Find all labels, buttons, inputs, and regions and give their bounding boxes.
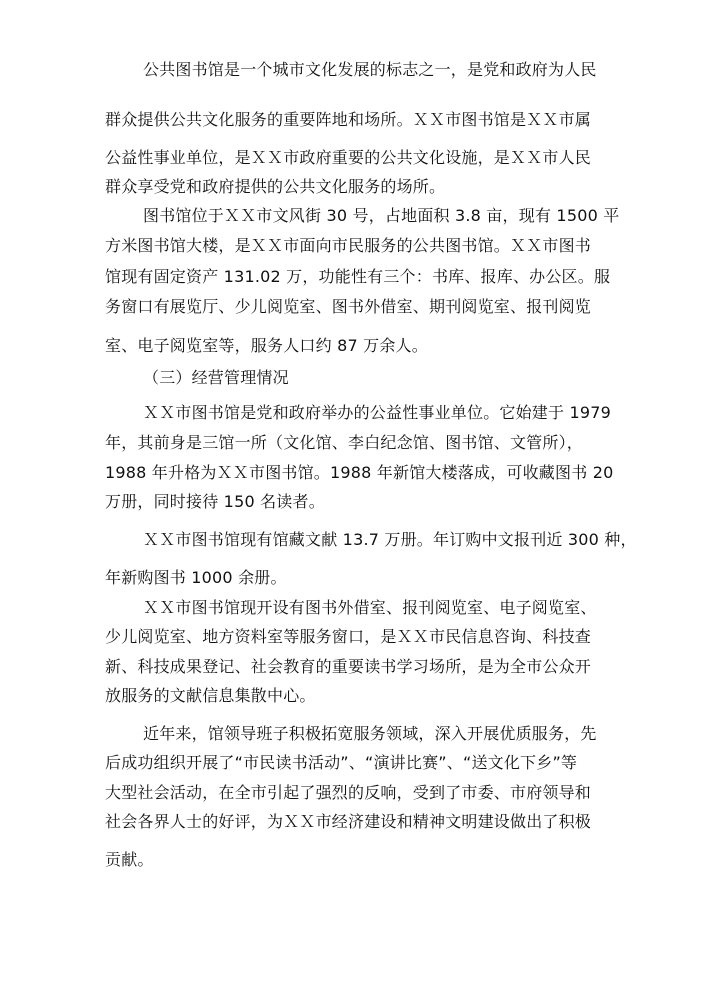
section-heading: （三）经营管理情况 <box>143 368 289 387</box>
p1-line-4: 群众享受党和政府提供的公共文化服务的场所。 <box>105 177 446 196</box>
p3-line-4: 万册，同时接待 150 名读者。 <box>105 492 325 511</box>
p3-line-1: ＸＸ市图书馆是党和政府举办的公益性事业单位。它始建于 1979 <box>143 403 612 422</box>
p4-line-2: 年新购图书 1000 余册。 <box>105 568 287 587</box>
p2-line-2: 方米图书馆大楼，是ＸＸ市面向市民服务的公共图书馆。ＸＸ市图书 <box>105 236 592 255</box>
p5-line-1: ＸＸ市图书馆现开设有图书外借室、报刊阅览室、电子阅览室、 <box>143 598 597 617</box>
p6-line-3: 大型社会活动，在全市引起了强烈的反响，受到了市委、市府领导和 <box>105 783 592 802</box>
p6-line-2: 后成功组织开展了“市民读书活动”、“演讲比赛”、“送文化下乡”等 <box>105 753 578 772</box>
p6-line-4: 社会各界人士的好评，为ＸＸ市经济建设和精神文明建设做出了积极 <box>105 812 592 831</box>
p6-line-1: 近年来，馆领导班子积极拓宽服务领域，深入开展优质服务，先 <box>143 724 597 743</box>
p6-line-5: 贡献。 <box>105 850 154 869</box>
p2-line-4: 务窗口有展览厅、少儿阅览室、图书外借室、期刊阅览室、报刊阅览 <box>105 297 592 316</box>
p2-line-3: 馆现有固定资产 131.02 万，功能性有三个：书库、报库、办公区。服 <box>105 267 611 286</box>
p3-line-3: 1988 年升格为ＸＸ市图书馆。1988 年新馆大楼落成，可收藏图书 20 <box>105 463 614 482</box>
p1-line-3: 公益性事业单位，是ＸＸ市政府重要的公共文化设施，是ＸＸ市人民 <box>105 148 592 167</box>
p1-line-1: 公共图书馆是一个城市文化发展的标志之一，是党和政府为人民 <box>143 60 597 79</box>
p5-line-2: 少儿阅览室、地方资料室等服务窗口，是ＸＸ市民信息咨询、科技查 <box>105 627 592 646</box>
p3-line-2: 年，其前身是三馆一所（文化馆、李白纪念馆、图书馆、文管所）， <box>105 433 584 452</box>
p4-line-1: ＸＸ市图书馆现有馆藏文献 13.7 万册。年订购中文报刊近 300 种， <box>143 530 637 549</box>
p2-line-1: 图书馆位于ＸＸ市文风街 30 号，占地面积 3.8 亩，现有 1500 平 <box>143 206 620 225</box>
p5-line-4: 放服务的文献信息集散中心。 <box>105 686 316 705</box>
p1-line-2: 群众提供公共文化服务的重要阵地和场所。ＸＸ市图书馆是ＸＸ市属 <box>105 110 592 129</box>
p2-line-5: 室、电子阅览室等，服务人口约 87 万余人。 <box>105 336 428 355</box>
p5-line-3: 新、科技成果登记、社会教育的重要读书学习场所，是为全市公众开 <box>105 657 592 676</box>
